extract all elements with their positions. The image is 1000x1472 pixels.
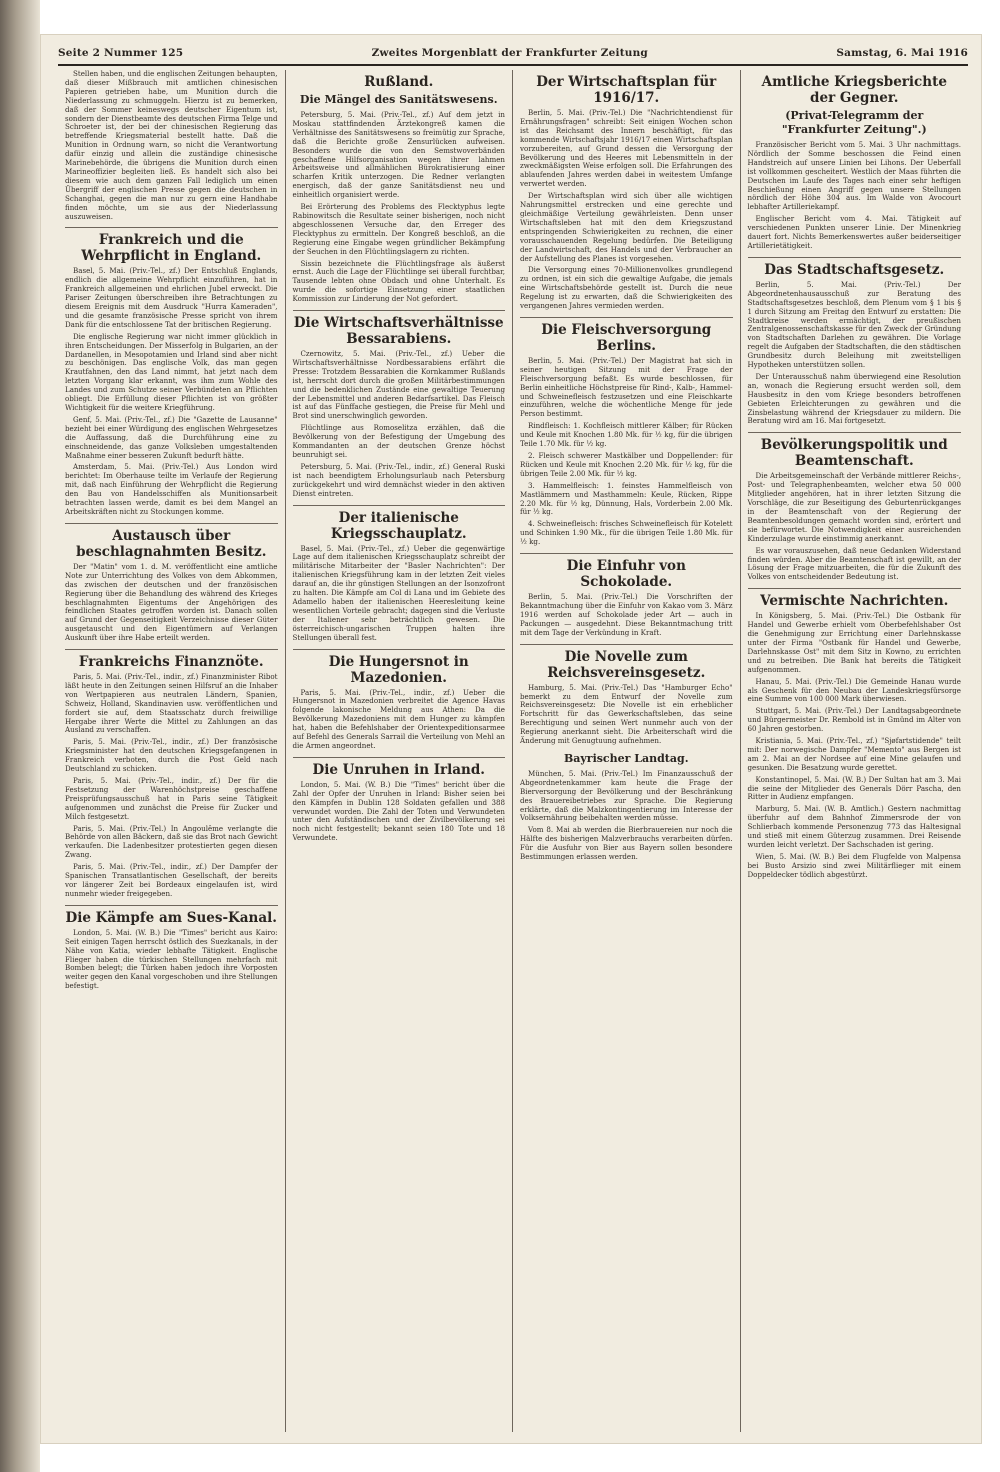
article [520,752,733,862]
article-subheading: Bayrischer Landtag. [563,751,689,765]
article-subheading: (Privat-Telegramm der "Frankfurter Zeitung".) [781,109,927,136]
article-heading: Vermischte Nachrichten. [748,588,962,609]
article [520,317,733,547]
article-paragraph: Paris, 5. Mai. (Priv.-Tel., indir., zf.) Finanzminister Ribot läßt heute in den Zeitungen seinen Hilfsruf an die Inhaber von Wertpapieren aus neutralen Ländern, Spanien, Schweiz, Holland, Skandinavien usw. veröffentlichen und fordert sie auf, dem Staatsschatz durch freiwillige Hergabe ihrer Werte die Mittel zu Zahlungen an das Ausland zu verschaffen. [65,672,278,735]
article-paragraph: Petersburg, 5. Mai. (Priv.-Tel., indir., zf.) General Ruski ist nach beendigtem Erholungsurlaub nach Petersburg zurückgekehrt und wird demnächst wieder in den aktiven Dienst eintreten. [292,461,505,498]
article [293,649,506,751]
article-paragraph: Berlin, 5. Mai. (Priv.-Tel.) Der Abgeordnetenhausausschuß zur Beratung des Stadtschaftsgesetzes beschloß, dem Plenum vom § 1 bis § 1 durch Sitzung am Freitag den Entwurf zu erstatten: Die Stadtkreise werden ermächtigt, der preußischen Zentralgenossenschaftskasse für den Zweck der Gründung von Stadtschaften Darlehen zu gewähren. Die Vorlage regelt die Aufgaben der Stadtschaften, die den städtischen Grundbesitz durch Beleihung mit zweitstelligen Hypotheken unterstützen sollen. [747,279,961,370]
page-header [58,42,968,66]
article-paragraph: Der Wirtschaftsplan wird sich über alle wichtigen Nahrungsmittel erstrecken und eine gerechte und gleichmäßige Verteilung gewährleisten. Denn unser Wirtschaftsleben hat mit den dem Kriegszustand entspringenden Schwierigkeiten zu rechnen, die einer vorausschauenden Regelung bedürfen. Die Beteiligung der Landwirtschaft, des Handels und der Verbraucher an der Aufstellung des Planes ist vorgesehen. [520,191,733,263]
article-paragraph: Es war vorauszusehen, daß neue Gedanken Widerstand finden würden. Aber die Beamtenschaft ist gewillt, an der Lösung der Frage mitzuarbeiten, die für die Zukunft des Volkes von entscheidender Bedeutung ist. [747,545,961,582]
column-2 [286,70,514,1432]
article-paragraph: Paris, 5. Mai. (Priv.-Tel., indir., zf.) Der für die Festsetzung der Warenhöchstpreise geschaffene Preisprüfungsausschuß hat in Paris seine Tätigkeit aufgenommen und zunächst die Preise für Zucker und Milch festgesetzt. [65,776,278,821]
article-paragraph: Französischer Bericht vom 5. Mai. 3 Uhr nachmittags. Nördlich der Somme beschossen die Feind einen Handstreich auf unsere Linien bei Lihons. Der Ueberfall ist vollkommen gescheitert. Westlich der Maas führten die Deutschen im Laufe des Tages nach einer sehr heftigen Beschießung einen Angriff gegen unsere Stellungen nördlich der Höhe 304 aus. Im Walde von Avocourt lebhafter Artilleriekampf. [747,140,961,212]
article [520,553,733,638]
article-paragraph: Paris, 5. Mai. (Priv.-Tel., indir., zf.) Der französische Kriegsminister hat den deutschen Kriegsgefangenen in Frankreich verboten, durch die Post Geld nach Deutschland zu schicken. [65,737,278,774]
column-3 [513,70,741,1432]
article-paragraph: Sissin bezeichnete die Flüchtlingsfrage als äußerst ernst. Auch die Lage der Flüchtlinge sei überall furchtbar, Tausende lebten ohne Obdach und ohne Unterhalt. Es wurde die sofortige Einsetzung einer staatlichen Kommission zur Linderung der Not gefordert. [292,258,505,304]
article-heading: Bevölkerungspolitik und Beamtenschaft. [748,432,962,469]
newspaper-page [40,34,982,1444]
article-paragraph: Stellen haben, und die englischen Zeitungen behaupten, daß dieser Mißbrauch mit amtlichen chinesischen Papieren getrieben habe, um Munition durch die Niederlassung zu schmuggeln. Hierzu ist zu bemerken, daß der Sommer keineswegs deutscher Eigentum ist, sondern der Dienstbeamte des deutschen Firma Telge und Schroeter ist, der bei der chinesischen Regierung das betreffende Kriegsmaterial bestellt hatte. Daß die Munition in Ordnung warn, so nicht die Verantwortung dafür einzig und allein die zuständige chinesische Marinebehörde, die übrigens die Munition durch einen Marineoffizier begleiten ließ. Es handelt sich also bei diesem wie auch dem ganzen Fall lediglich um einen Übergriff der englischen Presse gegen die deutschen in Schanghai, gegen die man nur zu gern eine Handhabe finden möchte, um sie aus der Niederlassung auszuweisen. [65,70,278,221]
article-heading: Die Hungersnot in Mazedonien. [293,649,506,686]
header-center: Zweites Morgenblatt der Frankfurter Zeitung [371,47,648,59]
article-paragraph: Konstantinopel, 5. Mai. (W. B.) Der Sultan hat am 3. Mai die seine der Mitglieder des Generals Dörr Pascha, den Ritter in Audienz empfangen. [747,774,961,802]
article-heading: Die Wirtschaftsverhältnisse Bessarabiens. [293,310,506,347]
article-paragraph: London, 5. Mai. (W. B.) Die "Times" bericht aus Kairo: Seit einigen Tagen herrscht östlich des Suezkanals, in der Nähe von Katia, wieder lebhafte Tätigkeit. Englische Flieger haben die türkischen Stellungen mehrfach mit Bomben belegt; die Türken haben jedoch ihre Vorposten weiter gegen den Kanal vorgeschoben und ihre Stellungen befestigt. [65,927,278,991]
article [748,588,962,879]
article-paragraph: Die Arbeitsgemeinschaft der Verbände mittlerer Reichs-, Post- und Telegraphenbeamten, welcher etwa 50 000 Mitglieder angehören, hat in ihrer letzten Sitzung die Vorschläge, die zur Beseitigung des Geburtenrückganges in der Beamtenschaft von der Regierung der Beamtenbesoldungen gemacht worden sind, erörtert und sie befürwortet. Die Notwendigkeit einer ausreichenden Kinderzulage wurde einstimmig anerkannt. [747,471,961,543]
article [293,74,506,304]
article-paragraph: Basel, 5. Mai. (Priv.-Tel., zf.) Der Entschluß Englands, endlich die allgemeine Wehrpflicht einzuführen, hat in Frankreich allgemeinen und ehrlichen Jubel erweckt. Die Pariser Zeitungen überschreiben ihre Betrachtungen zu diesem Ereignis mit dem Ausdruck "Hurra Kameraden", und die gesamte französische Presse spricht von ihrem Dank für die entschlossene Tat der britischen Regierung. [65,266,278,329]
article-paragraph: Der Unterausschuß nahm überwiegend eine Resolution an, wonach die Regierung ersucht werden soll, dem Hausbesitz in den vom Kriege besonders betroffenen Gebieten Erleichterungen zu gewähren und die Zinsbelastung während der Kriegsdauer zu mildern. Die Beratung wird am 16. Mai fortgesetzt. [747,371,961,426]
article-paragraph: Wien, 5. Mai. (W. B.) Bei dem Flugfelde von Malpensa bei Busto Arsizio sind zwei Militärflieger mit einem Doppeldecker tödlich abgestürzt. [747,851,961,879]
article-paragraph: Marburg, 5. Mai. (W. B. Amtlich.) Gestern nachmittag überfuhr auf dem Bahnhof Zimmersrode der von Schlierbach kommende Personenzug 773 das Haltesignal und stieß mit einem Güterzug zusammen. Drei Reisende wurden leicht verletzt. Der Sachschaden ist gering. [747,804,961,849]
article [520,74,733,311]
article [293,310,506,499]
article-paragraph: 2. Fleisch schwerer Mastkälber und Doppellender: für Rücken und Keule mit Knochen 2.20 Mk. für ½ kg, für die übrigen Teile 2.00 Mk. für ½ kg. [520,451,733,478]
article-paragraph: Genf, 5. Mai. (Priv.-Tel., zf.) Die "Gazette de Lausanne" bezieht bei einer Würdigung des englischen Wehrgesetzes die Auffassung, daß die Durchführung eine zu einschneidende, das ganze Volksleben umgestaltenden Maßnahme einer besseren Zukunft bedurft hätte. [65,414,278,460]
article-heading: Austausch über beschlagnahmten Besitz. [65,523,278,560]
article [748,74,962,251]
article-paragraph: Paris, 5. Mai. (Priv.-Tel.) In Angoulême verlangte die Behörde von allen Bäckern, daß sie das Brot nach Gewicht verkaufen. Die Ladenbesitzer protestierten gegen diesen Zwang. [65,823,278,860]
article-paragraph: Berlin, 5. Mai. (Priv.-Tel.) Die Vorschriften der Bekanntmachung über die Einfuhr von Kakao vom 3. März 1916 werden auf Schokolade jeder Art — auch in Packungen — ausgedehnt. Diese Bekanntmachung tritt mit dem Tage der Verkündung in Kraft. [520,592,733,637]
article-heading: Der italienische Kriegsschauplatz. [293,505,506,542]
article [293,505,506,643]
article-paragraph: Bei Erörterung des Problems des Flecktyphus legte Rabinowitsch die Resultate seiner bisherigen, noch nicht abgeschlossenen Versuche dar, den Erreger des Flecktyphus zu ermitteln. Der Kongreß beschloß, an die Regierung eine Eingabe wegen gründlicher Bekämpfung der Seuchen in den Flüchtlingslagern zu richten. [292,202,505,256]
article-heading: Der Wirtschaftsplan für 1916/17. [536,74,717,106]
article-heading: Die Einfuhr von Schokolade. [520,553,733,590]
article [748,257,962,427]
header-right: Samstag, 6. Mai 1916 [836,47,968,59]
article-paragraph: Kristiania, 5. Mai. (Priv.-Tel., zf.) "Sjøfartstidende" teilt mit: Der norwegische Dampfer "Memento" aus Bergen ist am 2. Mai an der Nordsee auf eine Mine gelaufen und gesunken. Die Besatzung wurde gerettet. [747,736,961,772]
article-paragraph: Vom 8. Mai ab werden die Bierbrauereien nur noch die Hälfte des bisherigen Malzverbrauchs verarbeiten dürfen. Für die Ausfuhr von Bier aus Bayern sollen besondere Bestimmungen erlassen werden. [520,825,733,862]
article-heading: Die Kämpfe am Sues-Kanal. [65,905,278,926]
article-paragraph: Die Versorgung eines 70-Millionenvolkes grundlegend zu ordnen, ist ein sich die gewaltige Aufgabe, die jemals eine Wirtschaftsbehörde gestellt ist. Durch die neue Regelung ist zu erwarten, daß die Schwierigkeiten des vergangenen Jahres vermieden werden. [520,265,733,311]
article [293,757,506,843]
article-paragraph: Basel, 5. Mai. (Priv.-Tel., zf.) Ueber die gegenwärtige Lage auf dem italienischen Kriegsschauplatz schreibt der militärische Mitarbeiter der "Basler Nachrichten": Der italienischen Kriegsführung kam in der letzten Zeit vieles darauf an, die ihr günstigen Stellungen an der Isonzofront zu halten. Die Kämpfe am Col di Lana und im Gebiete des Adamello haben der italienischen Heeresleitung keine wesentlichen Vorteile gebracht; dagegen sind die Verluste der Italiener sehr beträchtlich gewesen. Die österreichisch-ungarischen Truppen halten ihre Stellungen überall fest. [292,543,505,642]
article-paragraph: London, 5. Mai. (W. B.) Die "Times" bericht über die Zahl der Opfer der Unruhen in Irland: Bisher seien bei den Kämpfen in Dublin 128 Soldaten gefallen und 388 verwundet worden. Die Zahl der Toten und Verwundeten unter den Aufständischen und der Zivilbevölkerung sei noch nicht festgestellt; bekannt seien 180 Tote und 18 Verwundete. [292,779,505,843]
article-paragraph: Petersburg, 5. Mai. (Priv.-Tel., zf.) Auf dem jetzt in Moskau stattfindenden Ärztekongreß kamen die Verhältnisse des Sanitätswesens so freimütig zur Sprache, daß die Berichte große Zensurlücken aufweisen. Besonders wurde die von den Semstwoverbänden geschaffene Hilfsorganisation wegen ihrer lahmen Arbeitsweise und allmählichen Bürokratisierung einer scharfen Kritik unterzogen. Die Redner verlangten energisch, daß der ganze Sanitätsdienst neu und einheitlich organisiert werde. [292,110,505,200]
article-paragraph: In Königsberg, 5. Mai. (Priv.-Tel.) Die Ostbank für Handel und Gewerbe erhielt vom Oberbefehlshaber Ost die Genehmigung zur Errichtung einer Darlehnskasse unter der Firma "Ostbank für Handel und Gewerbe, Darlehnskasse Ost" mit dem Sitz in Kowno, zu errichten und zu betreiben. Die Bank hat bereits die Tätigkeit aufgenommen. [747,611,961,674]
article [65,523,278,643]
article-paragraph: 4. Schweinefleisch: frisches Schweinefleisch für Kotelett und Schinken 1.90 Mk., für die übrigen Teile 1.80 Mk. für ½ kg. [520,519,733,547]
article [65,227,278,516]
header-left: Seite 2 Nummer 125 [58,47,184,59]
article-heading: Die Unruhen in Irland. [293,757,506,778]
article-heading: Rußland. [364,74,434,90]
article-paragraph: Rindfleisch: 1. Kochfleisch mittlerer Kälber; für Rücken und Keule mit Knochen 1.80 Mk. für ½ kg, für die übrigen Teile 1.70 Mk. für ½ kg. [520,421,733,449]
article-heading: Frankreichs Finanznöte. [65,649,278,670]
article-paragraph: München, 5. Mai. (Priv.-Tel.) Im Finanzausschuß der Abgeordnetenkammer kam heute die Frage der Bierversorgung der Bevölkerung und der Beschränkung des Brauereibetriebes zur Sprache. Die Regierung erklärte, daß die Malzkontingentierung im Interesse der Volksernährung beibehalten werden müsse. [520,768,733,823]
article-heading: Amtliche Kriegsberichte der Gegner. [761,74,947,106]
book-binding-gutter [0,0,40,1472]
article-heading: Die Fleischversorgung Berlins. [520,317,733,354]
article-paragraph: Stuttgart, 5. Mai. (Priv.-Tel.) Der Landtagsabgeordnete und Bürgermeister Dr. Rembold ist in Gmünd im Alter von 60 Jahren gestorben. [747,706,961,734]
article [748,432,962,582]
article-subheading: Die Mängel des Sanitätswesens. [299,93,498,106]
article-paragraph: Hamburg, 5. Mai. (Priv.-Tel.) Das "Hamburger Echo" bemerkt zu dem Entwurf der Novelle zum Reichsvereinsgesetz: Die Novelle ist ein erheblicher Fortschritt für das Gewerkschaftsleben, das seine Berechtigung und seinen Wert nunmehr auch von der Regierung anerkannt sieht. Die Arbeiterschaft wird die Änderung mit Genugtuung aufnehmen. [520,682,733,746]
article-heading: Die Novelle zum Reichsvereinsgesetz. [520,644,733,681]
article-paragraph: Berlin, 5. Mai. (Priv.-Tel.) Die "Nachrichtendienst für Ernährungsfragen" schreibt: Seit einigen Wochen schon ist das Reichsamt des Innern beschäftigt, für das kommende Wirtschaftsjahr 1916/17 einen Wirtschaftsplan vorzubereiten, auf Grund dessen die Versorgung der Bevölkerung und des Heeres mit Lebensmitteln in der zweckmäßigsten Weise erfolgen soll. Die Erfahrungen des ablaufenden Jahres werden dabei in weitestem Umfange verwertet werden. [520,108,733,189]
column-4 [741,70,969,1432]
article [520,644,733,746]
article-columns [58,70,968,1432]
article-heading: Das Stadtschaftsgesetz. [748,257,962,278]
article-paragraph: Der "Matin" vom 1. d. M. veröffentlicht eine amtliche Note zur Unterrichtung des Volkes von dem Abkommen, das zwischen der deutschen und der französischen Regierung über die Behandlung des während des Krieges beschlagnahmten Eigentums der Angehörigen des feindlichen Staates getroffen worden ist. Danach sollen auf Grund der Gegenseitigkeit Verzeichnisse dieser Güter ausgetauscht und den Eigentümern auf Verlangen Auskunft über ihre Habe erteilt werden. [65,561,278,643]
article-heading: Frankreich und die Wehrpflicht in England. [65,227,278,264]
article-paragraph: Hanau, 5. Mai. (Priv.-Tel.) Die Gemeinde Hanau wurde als Geschenk für den Neubau der Landeskriegsfürsorge eine Summe von 100 000 Mark überwiesen. [747,676,961,704]
article-paragraph: Czernowitz, 5. Mai. (Priv.-Tel., zf.) Ueber die Wirtschaftsverhältnisse Nordbessarabiens erfährt die Presse: Trotzdem Bessarabien die Kornkammer Rußlands ist, herrscht dort durch die großen Militärbestimmungen und die bedenklichen Zustände eine gewaltige Teuerung der Lebensmittel und anderen Bedarfsartikel. Das Fleisch ist auf das Fünffache gestiegen, die Preise für Mehl und Brot sind unerschwinglich geworden. [292,349,505,421]
article-paragraph: Paris, 5. Mai. (Priv.-Tel., indir., zf.) Ueber die Hungersnot in Mazedonien verbreitet die Agence Havas folgende lakonische Meldung aus Athen: Da die Bevölkerung Mazedoniens mit dem Hunger zu kämpfen hat, haben die Befehlshaber der Orientexpeditionsarmee auf Befehl des Generals Sarrail die Verteilung von Mehl an die Armen angeordnet. [292,687,505,750]
article-paragraph: Die englische Regierung war nicht immer glücklich in ihren Entscheidungen. Der Misserfolg in Bulgarien, an der Dardanellen, in Mesopotamien und Irland sind aber nicht zu beschönigen. Das englische Volk, das man gegen Krautfahnen, den das Land nimmt, hat jetzt nach dem letzten Vorgang klar erkannt, was ihm zum Wohle des Landes und zum Schutze seiner Verbündeten an Pflichten obliegt. Die Erfüllung dieser Pflichten ist von größter Wichtigkeit für die weitere Kriegführung. [65,331,278,412]
article [65,649,278,899]
article-paragraph: Flüchtlinge aus Romoselitza erzählen, daß die Bevölkerung von der Befestigung der Umgebung des Kommandanten an der deutschen Grenze höchst beunruhigt sei. [292,423,505,459]
article-paragraph: Englischer Bericht vom 4. Mai. Tätigkeit auf verschiedenen Punkten unserer Linie. Der Minenkrieg dauert fort. Nichts Bemerkenswertes außer beiderseitiger Artillerietätigkeit. [747,214,961,250]
article-paragraph: Paris, 5. Mai. (Priv.-Tel., indir., zf.) Der Dampfer der Spanischen Transatlantischen Gesellschaft, der bereits vor längerer Zeit bei Bordeaux eingelaufen ist, wird nunmehr wieder freigegeben. [65,862,278,898]
article-paragraph: Berlin, 5. Mai. (Priv.-Tel.) Der Magistrat hat sich in seiner heutigen Sitzung mit der Frage der Fleischversorgung befaßt. Es wurde beschlossen, für Berlin einheitliche Höchstpreise für Rind-, Kalb-, Hammel- und Schweinefleisch festzusetzen und eine Fleischkarte einzuführen, welche die wöchentliche Menge für jede Person bestimmt. [520,355,733,419]
article [65,905,278,991]
article-paragraph: 3. Hammelfleisch: 1. feinstes Hammelfleisch von Mastlämmern und Masthammeln: Keule, Rücken, Rippe 2.20 Mk. für ½ kg, Dünnung, Hals, Vorderbein 2.00 Mk. für ½ kg. [520,480,733,517]
article [65,70,278,221]
column-1 [58,70,286,1432]
article-paragraph: Amsterdam, 5. Mai. (Priv.-Tel.) Aus London wird berichtet: Im Oberhause teilte im Verlaufe der Regierung mit, daß nach Einführung der Wehrpflicht die Regierung den Bau von Handelsschiffen als Munitionsarbeit betrachten lassen werde, damit es bei dem Mangel an Arbeitskräften nicht zu Stockungen komme. [65,462,278,516]
